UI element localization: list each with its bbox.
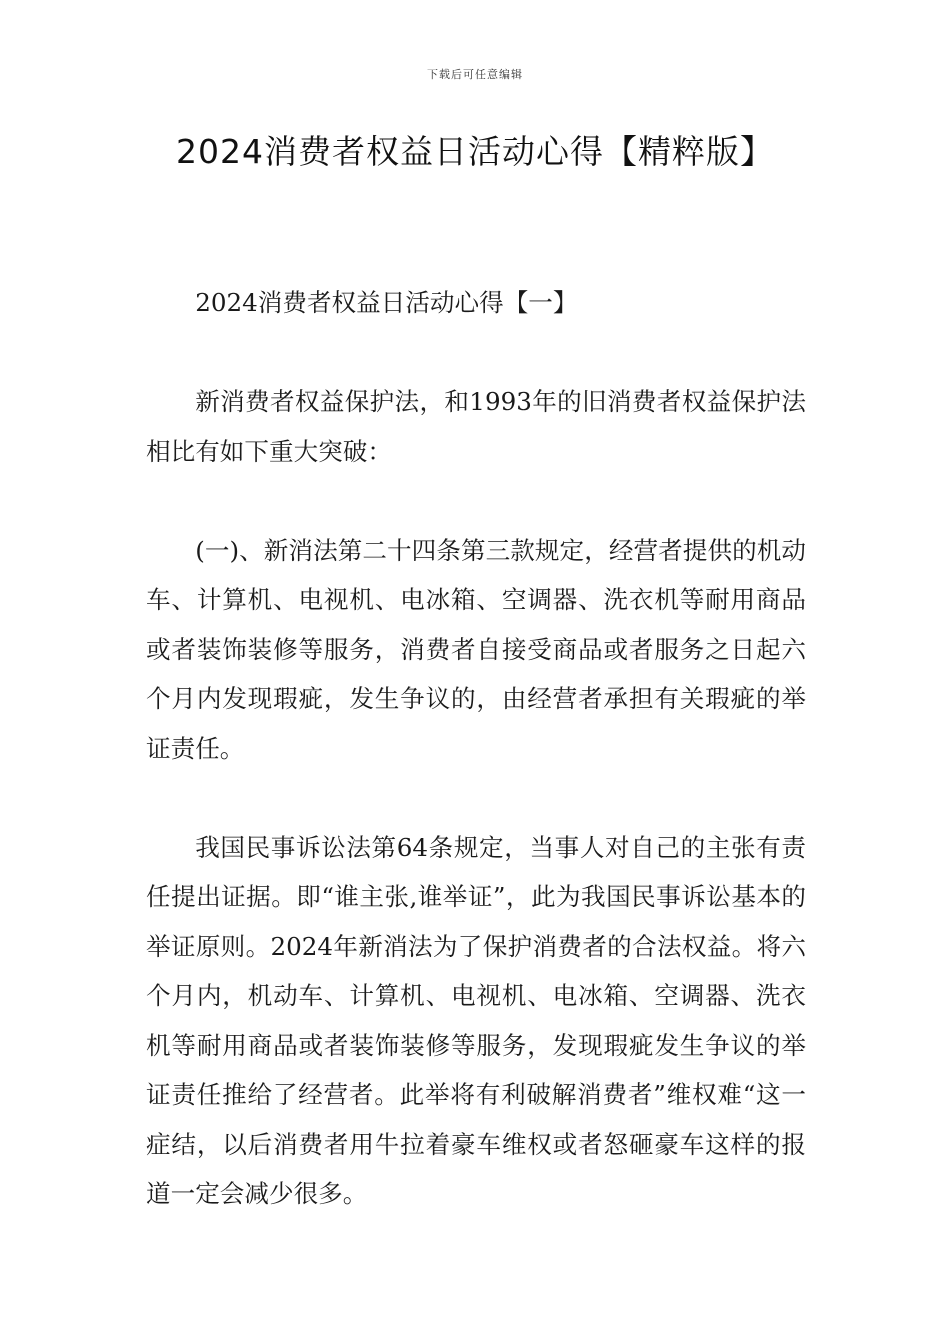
paragraph-spacer	[146, 773, 806, 823]
document-body	[146, 278, 806, 1219]
paragraph-intro: 新消费者权益保护法，和1993年的旧消费者权益保护法相比有如下重大突破：	[146, 387, 806, 466]
paragraph-article-24: (一)、新消法第二十四条第三款规定，经营者提供的机动车、计算机、电视机、电冰箱、空调器、洗衣机等耐用商品或者装饰装修等服务，消费者自接受商品或者服务之日起六个月内发现瑕疵，发生争议的，由经营者承担有关瑕疵的举证责任。	[146, 535, 806, 763]
section-heading: 2024消费者权益日活动心得【一】	[195, 288, 578, 317]
page-header-note: 下载后可任意编辑	[427, 68, 523, 81]
paragraph-civil-procedure: 我国民事诉讼法第64条规定，当事人对自己的主张有责任提出证据。即“谁主张,谁举证”，此为我国民事诉讼基本的举证原则。2024年新消法为了保护消费者的合法权益。将六个月内，机动车、计算机、电视机、电冰箱、空调器、洗衣机等耐用商品或者装饰装修等服务，发现瑕疵发生争议的举证责任推给了经营者。此举将有利破解消费者”维权难“这一症结，以后消费者用牛拉着豪车维权或者怒砸豪车这样的报道一定会减少很多。	[146, 832, 806, 1208]
document-title: 2024消费者权益日活动心得【精粹版】	[176, 132, 774, 171]
paragraph-spacer	[146, 476, 806, 526]
paragraph-spacer	[146, 328, 806, 378]
